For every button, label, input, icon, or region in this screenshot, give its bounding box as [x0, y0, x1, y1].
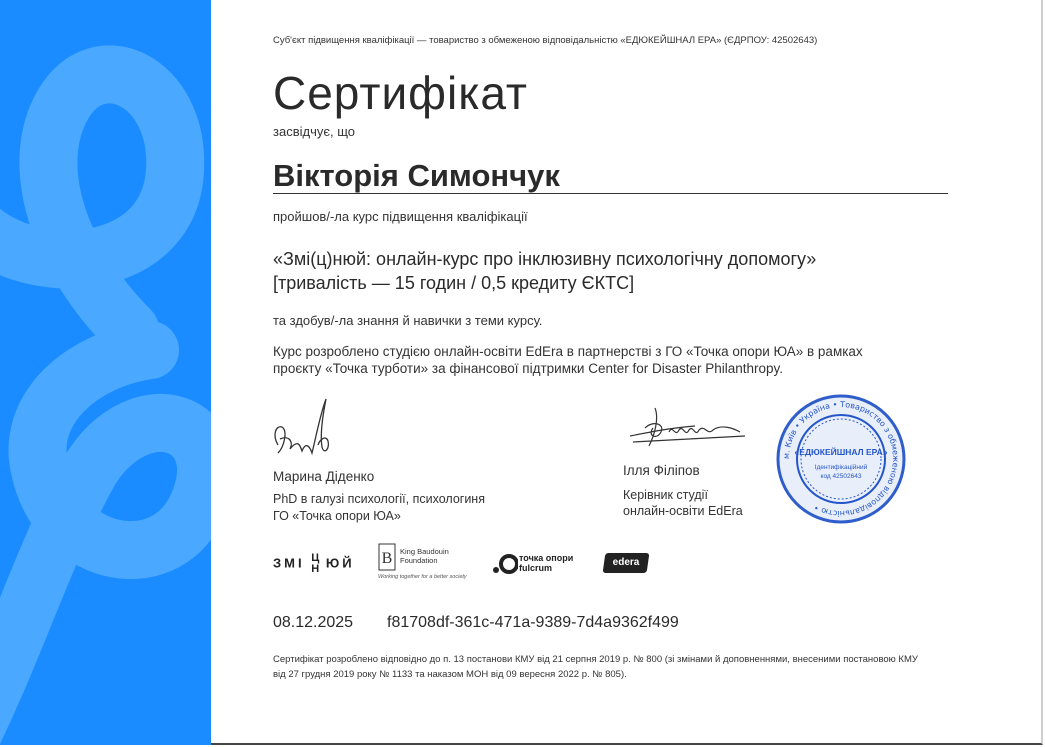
zminyuy-right: ЮЙ — [325, 555, 355, 571]
decorative-band — [0, 0, 211, 745]
svg-text:B: B — [381, 550, 393, 567]
certificate-id: f81708df-361c-471a-9389-7d4a9362f499 — [387, 614, 679, 631]
zminyuy-bottom: Н — [311, 563, 320, 575]
signer1-title-line: PhD в галузі психології, психологиня — [273, 492, 485, 506]
tf-name — [519, 553, 573, 573]
recipient-name: Вікторія Симончук — [273, 158, 560, 193]
kbf-tagline: Working together for a better society — [378, 574, 467, 580]
tochka-opory-logo — [492, 553, 582, 575]
certifies-text: засвідчує, що — [273, 124, 355, 139]
course-duration-line: [тривалість — 15 годин / 0,5 кредиту ЄКТС] — [273, 273, 635, 293]
tf-line1: точка опори — [519, 553, 574, 563]
legal-notice: Сертифікат розроблено відповідно до п. 13 постанови КМУ від 21 серпня 2019 р. № 800 (зі змінами й доповненнями, внесеними постановою КМУ від 27 грудня 2019 року № 1133 та наказом МОН від 09 вересня 2022 р. № 805). — [273, 654, 918, 680]
fulcrum-emblem-icon — [492, 553, 518, 575]
kbf-name — [400, 547, 470, 565]
decorative-swirl — [0, 0, 211, 745]
kbf-line2: Foundation — [400, 556, 438, 565]
stamp-ring-text: м. Київ • Україна • Товариство з обмеженою відповідальністю • — [781, 399, 901, 519]
certificate-title: Сертифікат — [273, 67, 528, 119]
issue-date: 08.12.2025 — [273, 614, 354, 631]
signer2-org-line: онлайн-освіти EdEra — [623, 504, 743, 518]
signer1-title — [273, 491, 485, 525]
name-underline — [273, 193, 948, 194]
completed-text: пройшов/-ла курс підвищення кваліфікації — [273, 209, 528, 224]
stamp-code: код 42502643 — [820, 473, 862, 480]
acquired-text: та здобув/-ла знання й навички з теми курсу. — [273, 313, 543, 328]
course-title — [273, 247, 953, 295]
signer1-org-line: ГО «Точка опори ЮА» — [273, 509, 401, 523]
kbf-line1: King Baudouin — [400, 547, 449, 556]
zminyuy-stack — [311, 553, 319, 575]
developed-text: Курс розроблено студією онлайн-освіти EdEra в партнерстві з ГО «Точка опори ЮА» в рамках проєкту «Точка турботи» за фінансової підтримки Center for Disaster Philanthropy. — [273, 344, 863, 376]
zminyuy-top: Ц — [311, 552, 320, 564]
course-title-line: «Змі(ц)нюй: онлайн-курс про інклюзивну психологічну допомогу» — [273, 249, 817, 269]
edera-logo-text: edera — [612, 557, 640, 568]
signer2-title — [623, 487, 743, 519]
edera-logo — [603, 553, 650, 573]
kbf-emblem-icon — [378, 543, 396, 571]
king-baudouin-logo — [378, 543, 468, 583]
official-stamp — [775, 393, 907, 525]
signature-didenko — [270, 395, 340, 465]
signer1-name: Марина Діденко — [273, 469, 375, 484]
zminyuy-left: ЗМІ — [273, 555, 305, 571]
zminyuy-logo — [273, 553, 355, 575]
issuer-line: Суб'єкт підвищення кваліфікації — товариство з обмеженою відповідальністю «ЕДЮКЕЙШНАЛ ЕРА» (ЄДРПОУ: 42502643) — [273, 35, 818, 46]
tf-line2: fulcrum — [519, 563, 553, 573]
stamp-code-label: Ідентифікаційний — [814, 464, 868, 471]
signature-filipov — [625, 398, 750, 453]
signer2-title-line: Керівник студії — [623, 488, 708, 502]
signer2-name: Ілля Філіпов — [623, 463, 700, 478]
stamp-center-text: «ЕДЮКЕЙШНАЛ ЕРА» — [794, 447, 888, 457]
